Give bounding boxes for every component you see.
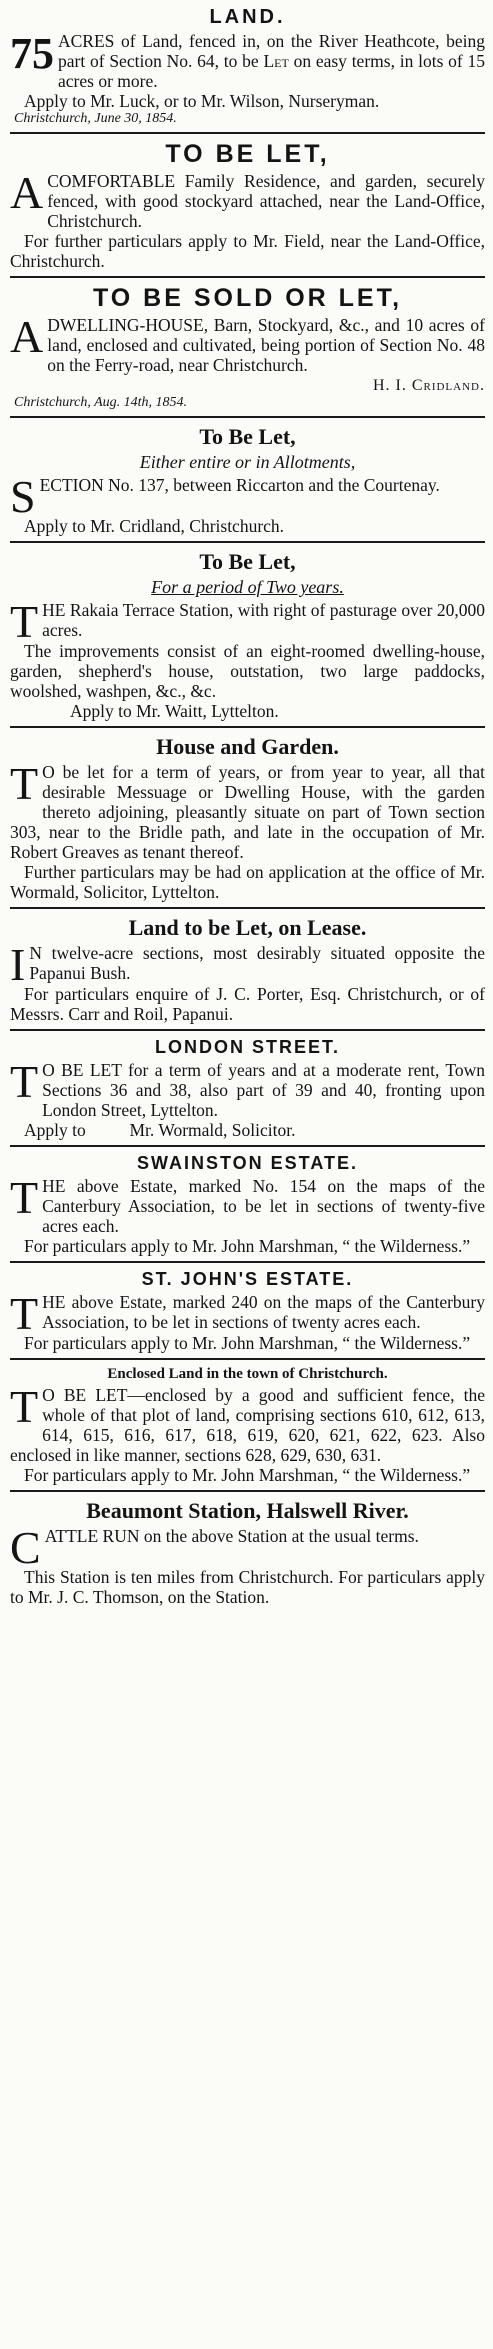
ad-heading: LAND. xyxy=(209,6,286,28)
drop-numeral: 75 xyxy=(10,29,54,78)
ad-lead-tail: on easy terms, in lots of 15 acres or more. xyxy=(58,51,486,91)
divider xyxy=(10,1358,485,1360)
ad-paragraph: Apply to Mr. Wormald, Solicitor. xyxy=(24,1120,296,1140)
ad-enclosed-land xyxy=(10,1366,485,1485)
ad-family-residence xyxy=(10,140,485,271)
drop-cap: T xyxy=(10,1288,39,1339)
ad-heading: House and Garden. xyxy=(156,734,339,759)
ad-heading: TO BE SOLD OR LET, xyxy=(92,284,403,312)
ad-papanui-lease xyxy=(10,915,485,1024)
ad-dwelling-house xyxy=(10,284,485,411)
ad-lead-emphasis: Let xyxy=(263,51,289,71)
ad-paragraph: For particulars enquire of J. C. Porter, Esq. Christchurch, or of Messrs. Carr and Roil, Papanui. xyxy=(10,984,485,1024)
ad-lead-text: COMFORTABLE Family Residence, and garden, securely fenced, with good stockyard attached, near the Land-Office, Christchurch. xyxy=(47,171,485,231)
ad-subheading: Either entire or in Allotments, xyxy=(139,452,356,472)
ad-heading: Land to be Let, on Lease. xyxy=(128,915,367,940)
drop-cap: A xyxy=(10,167,44,218)
ad-heading: ST. JOHN'S ESTATE. xyxy=(141,1269,354,1289)
ad-heading: To Be Let, xyxy=(199,424,296,449)
drop-cap: A xyxy=(10,311,44,362)
drop-cap: T xyxy=(10,596,39,647)
ad-lead-text: O BE LET—enclosed by a good and sufficient fence, the whole of that plot of land, comprising sections 610, 612, 613, 614, 615, 616, 617, 618, 619, 620, 621, 622, 623. Also enclosed in like manner, sections 628, 629, 630, 631. xyxy=(10,1385,485,1465)
ad-paragraph: Apply to Mr. Waitt, Lyttelton. xyxy=(70,701,279,721)
ad-paragraph: Further particulars may be had on application at the office of Mr. Wormald, Solicitor, Lyttelton. xyxy=(10,862,485,902)
divider xyxy=(10,907,485,909)
drop-cap: S xyxy=(10,471,36,522)
ad-paragraph: Apply to Mr. Luck, or to Mr. Wilson, Nurseryman. xyxy=(24,91,380,111)
ad-lead-text: HE above Estate, marked No. 154 on the maps of the Canterbury Association, to be let in sections of twenty-five acres each. xyxy=(42,1176,485,1236)
ad-paragraph: Apply to Mr. Cridland, Christchurch. xyxy=(24,516,285,536)
divider xyxy=(10,726,485,728)
ad-lead-text: DWELLING-HOUSE, Barn, Stockyard, &c., and 10 acres of land, enclosed and cultivated, being portion of Section No. 48 on the Ferry-road, near Christchurch. xyxy=(47,315,485,375)
ad-land-heathcote xyxy=(10,6,485,127)
divider xyxy=(10,276,485,278)
drop-cap: I xyxy=(10,939,26,990)
ad-paragraph: For particulars apply to Mr. John Marshman, “ the Wilderness.” xyxy=(24,1333,471,1353)
ad-lead-text: ATTLE RUN on the above Station at the usual terms. xyxy=(44,1526,419,1546)
ad-st-johns-estate xyxy=(10,1269,485,1353)
ad-lead-text: N twelve-acre sections, most desirably situated opposite the Papanui Bush. xyxy=(29,943,485,983)
ad-lead-text: O BE LET for a term of years and at a moderate rent, Town Sections 36 and 38, also part of 39 and 40, fronting upon London Street, Lyttelton. xyxy=(42,1060,485,1120)
divider xyxy=(10,541,485,543)
ad-house-and-garden xyxy=(10,734,485,902)
ad-heading: Enclosed Land in the town of Christchurch. xyxy=(107,1366,388,1382)
ad-london-street xyxy=(10,1037,485,1140)
drop-cap: T xyxy=(10,1381,39,1432)
ad-heading: Beaumont Station, Halswell River. xyxy=(86,1498,409,1523)
ad-lead-text: ACRES of Land, fenced in, on the River Heathcote, being part of Section No. 64, to be xyxy=(58,31,485,71)
divider xyxy=(10,1029,485,1031)
ad-heading: TO BE LET, xyxy=(165,140,330,168)
ad-section-137 xyxy=(10,424,485,536)
ad-paragraph: For particulars apply to Mr. John Marshman, “ the Wilderness.” xyxy=(24,1465,471,1485)
ad-lead-text: HE above Estate, marked 240 on the maps of the Canterbury Association, to be let in sections of twenty acres each. xyxy=(42,1292,485,1332)
divider xyxy=(10,416,485,418)
ad-paragraph: The improvements consist of an eight-roomed dwelling-house, garden, shepherd's house, outstation, two large paddocks, woolshed, washpen, &c., &c. xyxy=(10,641,485,701)
drop-cap: T xyxy=(10,1056,39,1107)
drop-cap: C xyxy=(10,1522,41,1573)
drop-cap: T xyxy=(10,1172,39,1223)
ad-dateline: Christchurch, June 30, 1854. xyxy=(14,111,177,126)
ad-paragraph: This Station is ten miles from Christchurch. For particulars apply to Mr. J. C. Thomson, on the Station. xyxy=(10,1567,485,1607)
ad-beaumont-station xyxy=(10,1498,485,1607)
ad-heading: SWAINSTON ESTATE. xyxy=(136,1153,358,1173)
divider xyxy=(10,1261,485,1263)
ad-rakaia-terrace xyxy=(10,549,485,721)
ad-heading: To Be Let, xyxy=(199,549,296,574)
divider xyxy=(10,1145,485,1147)
ad-lead-text: O be let for a term of years, or from year to year, all that desirable Messuage or Dwelling House, with the garden thereto adjoining, pleasantly situate on part of Town section 303, near to the Bridle path, and late in the occupation of Mr. Robert Greaves as tenant thereof. xyxy=(10,762,485,862)
divider xyxy=(10,1490,485,1492)
drop-cap: T xyxy=(10,758,39,809)
ad-lead-text: ECTION No. 137, between Riccarton and the Courtenay. xyxy=(39,475,440,495)
divider xyxy=(10,132,485,134)
ad-subheading: For a period of Two years. xyxy=(151,577,344,597)
ad-lead-text: HE Rakaia Terrace Station, with right of pasturage over 20,000 acres. xyxy=(42,600,485,640)
ad-signature: H. I. Cridland. xyxy=(372,377,485,394)
ad-swainston-estate xyxy=(10,1153,485,1256)
ad-paragraph: For further particulars apply to Mr. Field, near the Land-Office, Christchurch. xyxy=(10,231,485,271)
ad-dateline: Christchurch, Aug. 14th, 1854. xyxy=(14,395,188,410)
ad-paragraph: For particulars apply to Mr. John Marshman, “ the Wilderness.” xyxy=(24,1236,471,1256)
ad-heading: LONDON STREET. xyxy=(154,1037,340,1057)
